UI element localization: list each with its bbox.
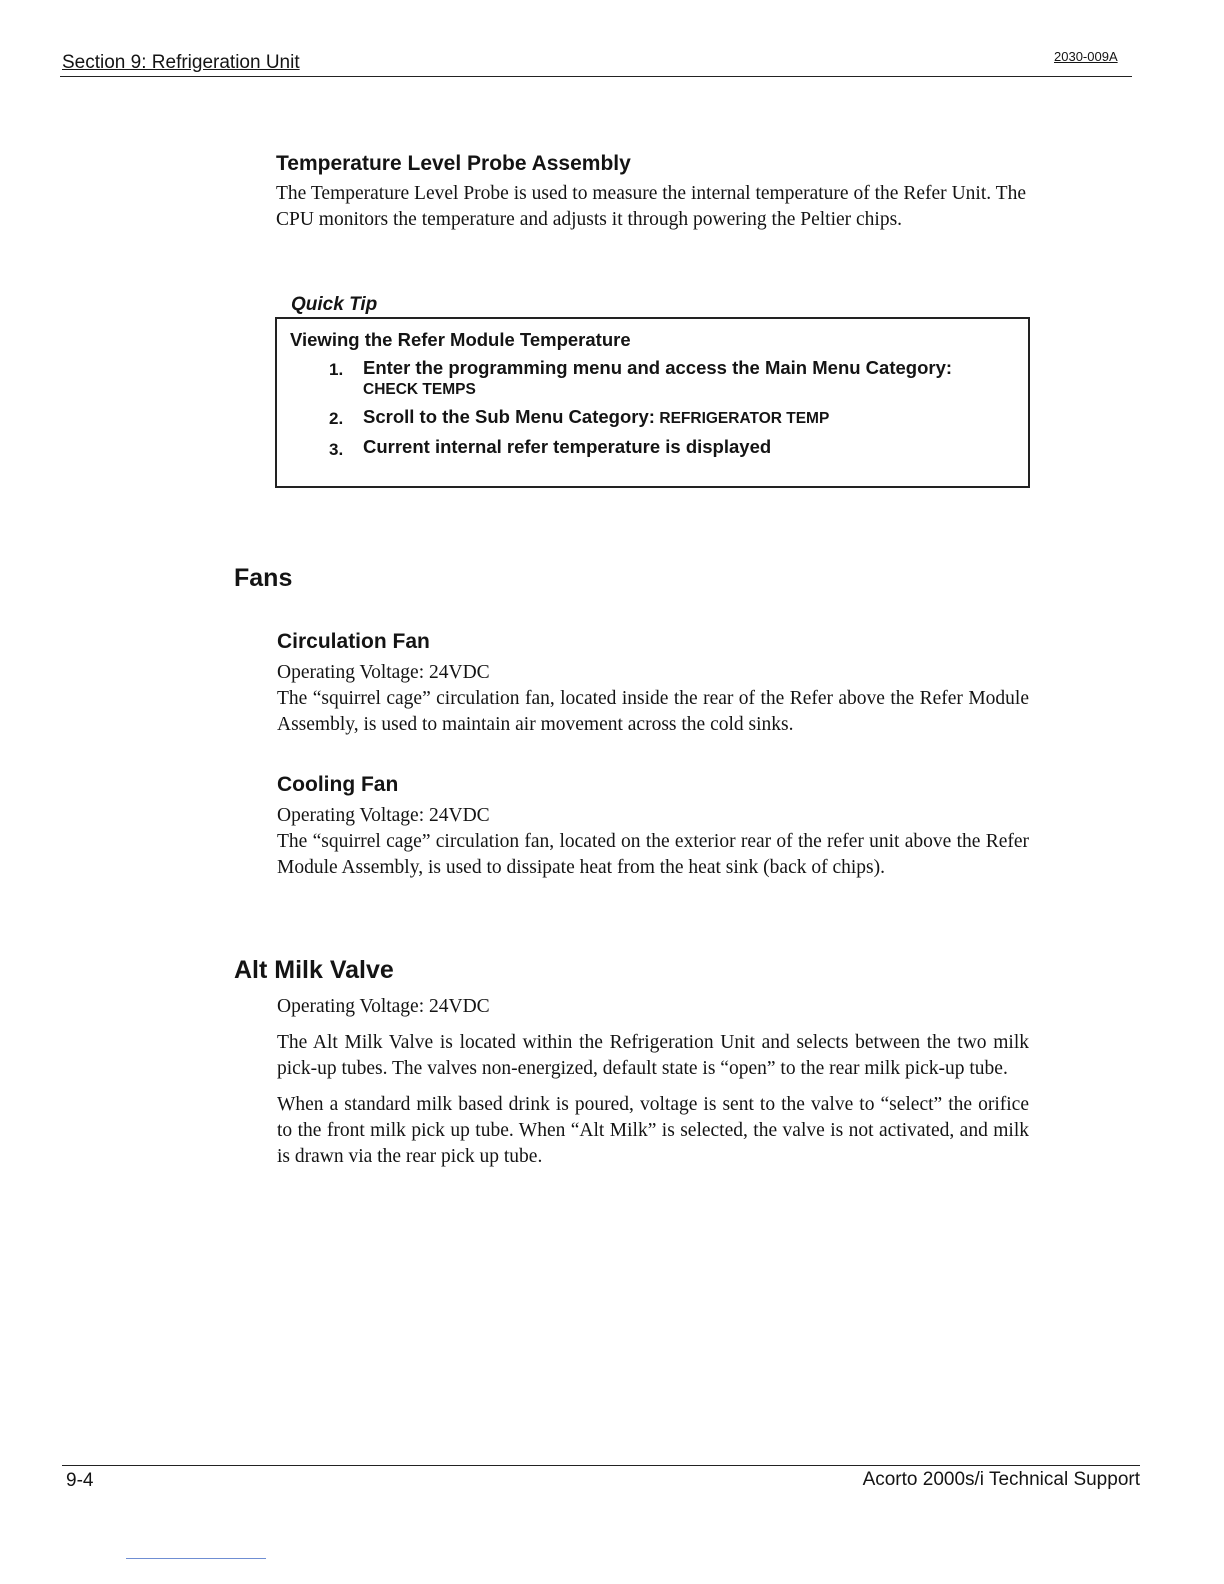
alt-milk-paragraph-2: When a standard milk based drink is poured, voltage is sent to the valve to “select” the orifice to the front milk pick up tube. When “Alt Milk” is selected, the valve is not activated, and milk is drawn via the rear pick up tube. <box>277 1094 1029 1167</box>
footer-page-number: 9-4 <box>66 1470 94 1491</box>
header-rule <box>60 76 1132 77</box>
tip-step-text: Enter the programming menu and access the Main Menu Category: <box>363 357 953 378</box>
cooling-fan-voltage: Operating Voltage: 24VDC <box>277 805 490 826</box>
alt-milk-valve-heading: Alt Milk Valve <box>234 956 394 984</box>
alt-milk-valve-body <box>277 994 1029 1170</box>
alt-milk-paragraph-1: The Alt Milk Valve is located within the Refrigeration Unit and selects between the two milk pick-up tubes. The valves non-energized, default state is “open” to the rear milk pick-up tube. <box>277 1032 1029 1079</box>
tip-step-text: Current internal refer temperature is displayed <box>363 436 772 457</box>
tip-step-code: CHECK TEMPS <box>363 381 476 398</box>
cooling-fan-paragraph: The “squirrel cage” circulation fan, located on the exterior rear of the refer unit above the Refer Module Assembly, is used to dissipate heat from the heat sink (back of chips). <box>277 831 1029 878</box>
cooling-fan-body <box>277 803 1029 881</box>
header-section-title: Section 9: Refrigeration Unit <box>62 52 300 73</box>
circulation-fan-heading: Circulation Fan <box>277 630 430 653</box>
tip-step-line <box>363 406 829 428</box>
probe-heading: Temperature Level Probe Assembly <box>276 152 631 175</box>
quick-tip-label: Quick Tip <box>291 294 378 315</box>
footer-title: Acorto 2000s/i Technical Support <box>862 1469 1140 1490</box>
circulation-fan-body <box>277 660 1029 738</box>
header-doc-number: 2030-009A <box>1054 49 1118 64</box>
tip-step-code: REFRIGERATOR TEMP <box>659 410 830 427</box>
tip-step-text: Scroll to the Sub Menu Category: <box>363 406 655 427</box>
tip-step-number: 2. <box>329 409 344 428</box>
fans-heading: Fans <box>234 564 293 592</box>
scan-artifact-line <box>126 1558 266 1559</box>
alt-milk-voltage: Operating Voltage: 24VDC <box>277 996 490 1017</box>
probe-paragraph: The Temperature Level Probe is used to measure the internal temperature of the Refer Unit. The CPU monitors the temperature and adjusts it through powering the Peltier chips. <box>276 183 1026 230</box>
circulation-fan-paragraph: The “squirrel cage” circulation fan, located inside the rear of the Refer above the Refer Module Assembly, is used to maintain air movement across the cold sinks. <box>277 688 1029 735</box>
tip-step-number: 3. <box>329 440 344 459</box>
footer-rule <box>62 1465 1140 1466</box>
tip-step-number: 1. <box>329 360 344 379</box>
quick-tip-heading: Viewing the Refer Module Temperature <box>290 329 631 350</box>
circulation-fan-voltage: Operating Voltage: 24VDC <box>277 662 490 683</box>
cooling-fan-heading: Cooling Fan <box>277 773 399 796</box>
